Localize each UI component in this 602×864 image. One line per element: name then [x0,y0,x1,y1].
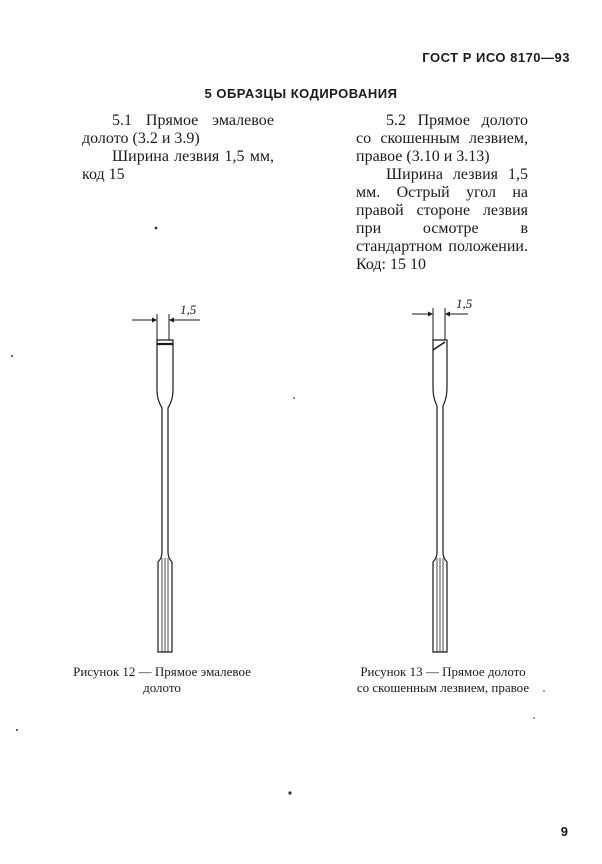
caption-figure-12: Рисунок 12 — Прямое эмалевое долото [73,664,251,695]
document-header: ГОСТ Р ИСО 8170—93 [422,50,570,65]
item-5-1-title: 5.1 Прямое эмалевое долото (3.2 и 3.9) [82,112,274,147]
page-number: 9 [560,824,568,839]
dimension-label: 1,5 [456,296,473,311]
item-5-2-title: 5.2 Прямое долото со скошенным лезвием, правое (3.10 и 3.13) [356,112,528,165]
item-5-1-description: Ширина лезвия 1,5 мм, код 15 [82,148,274,183]
caption-figure-13: Рисунок 13 — Прямое долото со скошенным лезвием, правое [356,664,530,695]
dimension-label: 1,5 [180,302,197,317]
section-title: 5 ОБРАЗЦЫ КОДИРОВАНИЯ [204,86,398,101]
item-5-2-description: Ширина лезвия 1,5 мм. Острый угол на правой стороне лезвия при осмотре в стандартном положении. Код: 15 10 [356,166,528,273]
